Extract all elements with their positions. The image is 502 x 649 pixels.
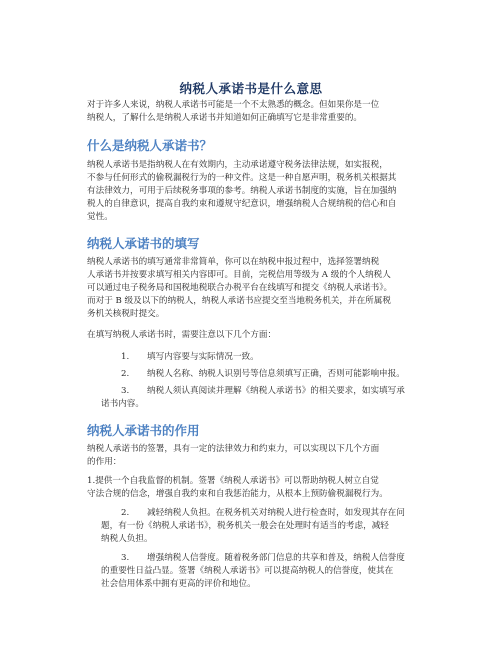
paragraph-line: 而对于 B 级及以下的纳税人，纳税人承诺书应提交至当地税务机关，并在所属税 xyxy=(87,296,391,306)
intro-line: 对于许多人来说，纳税人承诺书可能是一个不太熟悉的概念。但如果你是一位 xyxy=(87,100,380,110)
point-line: 纳税人负担。 xyxy=(101,534,153,544)
list-number: 3. xyxy=(121,386,130,396)
paragraph-line: 务机关核税时提交。 xyxy=(87,309,165,319)
section-heading: 什么是纳税人承诺书？ xyxy=(87,138,213,153)
section-heading: 纳税人承诺书的作用 xyxy=(87,423,200,438)
point-line: 守法合规的信念，增强自我约束和自我惩治能力，从根本上预防偷税漏税行为。 xyxy=(87,489,388,499)
list-number: 1. xyxy=(121,352,130,362)
paragraph-line: 纳税人承诺书的签署，具有一定的法律效力和约束力，可以实现以下几个方面 xyxy=(87,444,380,454)
paragraph-line: 的作用： xyxy=(87,457,122,467)
paragraph-line: 税人的自律意识，提高自我约束和遵规守纪意识，增强纳税人合规纳税的信心和自 xyxy=(87,199,397,209)
list-item: 纳税人须认真阅读并理解《纳税人承诺书》的相关要求，如实填写承 xyxy=(147,386,405,396)
paragraph-line: 纳税人承诺书是指纳税人在有效期内，主动承诺遵守税务法律法规，如实报税， xyxy=(87,160,388,170)
paragraph-line: 纳税人承诺书的填写通常非常简单，你可以在纳税申报过程中，选择签署纳税 xyxy=(87,257,380,267)
point-line: 减轻纳税人负担。在税务机关对纳税人进行检查时，如发现其存在问 xyxy=(147,508,405,518)
list-number: 3. xyxy=(121,553,130,563)
paragraph-line: 觉性。 xyxy=(87,212,113,222)
intro-line: 纳税人，了解什么是纳税人承诺书并知道如何正确填写它是非常重要的。 xyxy=(87,113,363,123)
point-line: 1.提供一个自我监督的机制。签署《纳税人承诺书》可以帮助纳税人树立自觉 xyxy=(87,476,379,486)
paragraph-line: 不参与任何形式的偷税漏税行为的一种文件。这是一种自愿声明，税务机关根据其 xyxy=(87,173,397,183)
list-lead: 在填写纳税人承诺书时，需要注意以下几个方面： xyxy=(87,330,277,340)
section-heading: 纳税人承诺书的填写 xyxy=(87,236,200,251)
list-item: 诺书内容。 xyxy=(101,399,144,409)
point-line: 增强纳税人信誉度。随着税务部门信息的共享和普及，纳税人信誉度 xyxy=(147,553,405,563)
list-item: 纳税人名称、纳税人识别号等信息须填写正确，否则可能影响申报。 xyxy=(147,369,405,379)
page-title: 纳税人承诺书是什么意思 xyxy=(179,81,323,96)
list-item: 填写内容要与实际情况一致。 xyxy=(147,352,259,362)
paragraph-line: 可以通过电子税务局和国税地税联合办税平台在线填写和提交《纳税人承诺书》。 xyxy=(87,283,393,293)
point-line: 题，有一份《纳税人承诺书》，税务机关一般会在处理时有适当的考虑，减轻 xyxy=(101,521,389,531)
paragraph-line: 有法律效力，可用于后续税务事项的参考。纳税人承诺书制度的实施，旨在加强纳 xyxy=(87,186,397,196)
list-number: 2. xyxy=(121,508,130,518)
point-line: 的重要性日益凸显。签署《纳税人承诺书》可以提高纳税人的信誉度，使其在 xyxy=(101,566,394,576)
list-number: 2. xyxy=(121,369,130,379)
paragraph-line: 人承诺书并按要求填写相关内容即可。目前，完税信用等级为 A 级的个人纳税人 xyxy=(87,270,391,280)
point-line: 社会信用体系中拥有更高的评价和地位。 xyxy=(101,579,256,589)
